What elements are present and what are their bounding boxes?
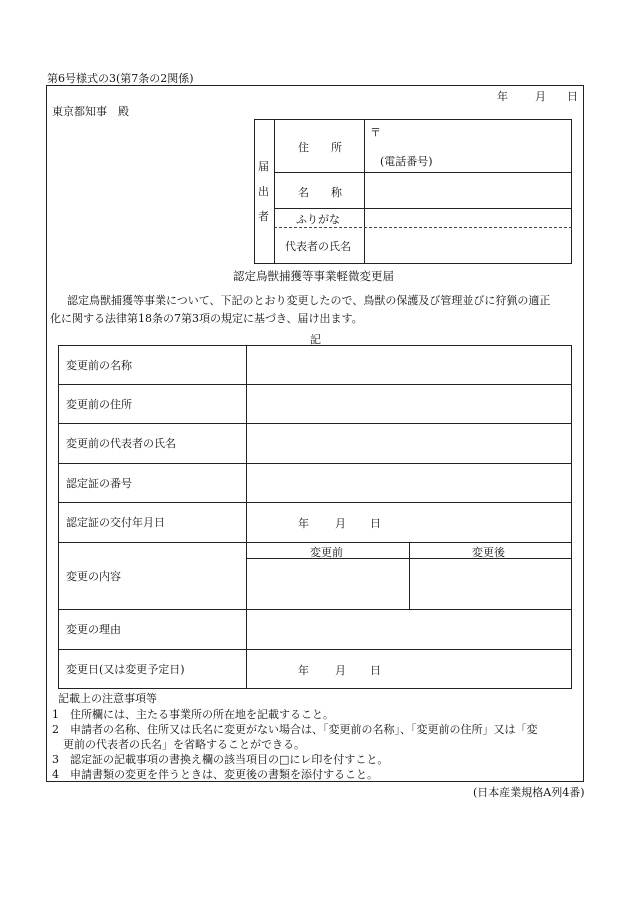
row-change-date-label: 変更日(又は変更予定日) <box>66 663 185 676</box>
note-2b: 更前の代表者の氏名」を省略することができる。 <box>63 738 305 751</box>
notes-title: 記載上の注意事項等 <box>58 692 157 705</box>
form-number: 第6号様式の3(第7条の2関係) <box>47 72 194 85</box>
note-1: 1 住所欄には、主たる事業所の所在地を記載すること。 <box>52 708 334 721</box>
date-year: 年 <box>497 90 508 103</box>
note-2a: 2 申請者の名称、住所又は氏名に変更がない場合は、「変更前の名称」、「変更前の住所」又は「変 <box>52 723 538 736</box>
body-line-2: 化に関する法律第18条の7第3項の規定に基づき、届け出ます。 <box>50 312 363 325</box>
change-date-day: 日 <box>370 664 381 677</box>
note-4: 4 申請書類の変更を伴うときは、変更後の書類を添付すること。 <box>52 768 378 781</box>
row-prev-address-label: 変更前の住所 <box>66 397 132 411</box>
form-title: 認定鳥獣捕獲等事業軽微変更届 <box>233 269 394 283</box>
change-date-year: 年 <box>298 664 309 677</box>
note-3: 3 認定証の記載事項の書換え欄の該当項目の□にレ印を付すこと。 <box>52 753 389 766</box>
cert-date-month: 月 <box>335 517 346 530</box>
ki-label: 記 <box>310 333 321 346</box>
row-cert-date-label: 認定証の交付年月日 <box>66 516 165 529</box>
applicant-side-label-2: 出 <box>258 185 269 198</box>
row-prev-rep-label: 変更前の代表者の氏名 <box>66 437 176 450</box>
change-after-header: 変更後 <box>472 546 505 559</box>
change-date-month: 月 <box>335 664 346 677</box>
phone-label: (電話番号) <box>380 155 433 168</box>
applicant-side-label-1: 届 <box>258 160 269 173</box>
addressee: 東京都知事 殿 <box>52 105 129 118</box>
address-label: 住 所 <box>298 141 342 154</box>
date-month: 月 <box>535 90 546 103</box>
date-day: 日 <box>567 90 578 103</box>
row-change-reason-label: 変更の理由 <box>66 623 121 636</box>
body-line-1: 認定鳥獣捕獲等事業について、下記のとおり変更したので、鳥獣の保護及び管理並びに狩猟の適正 <box>67 294 551 307</box>
row-cert-number-label: 認定証の番号 <box>66 476 132 490</box>
furigana-label: ふりがな <box>296 213 340 226</box>
change-before-header: 変更前 <box>310 546 343 559</box>
jis-note: (日本産業規格A列4番) <box>473 786 585 799</box>
row-change-content-label: 変更の内容 <box>66 569 121 583</box>
representative-label: 代表者の氏名 <box>285 240 351 253</box>
cert-date-day: 日 <box>370 517 381 530</box>
applicant-side-label-3: 者 <box>258 210 269 223</box>
row-prev-name-label: 変更前の名称 <box>66 358 132 372</box>
name-label: 名 称 <box>298 186 342 199</box>
cert-date-year: 年 <box>298 517 309 530</box>
postal-mark: 〒 <box>370 126 381 139</box>
